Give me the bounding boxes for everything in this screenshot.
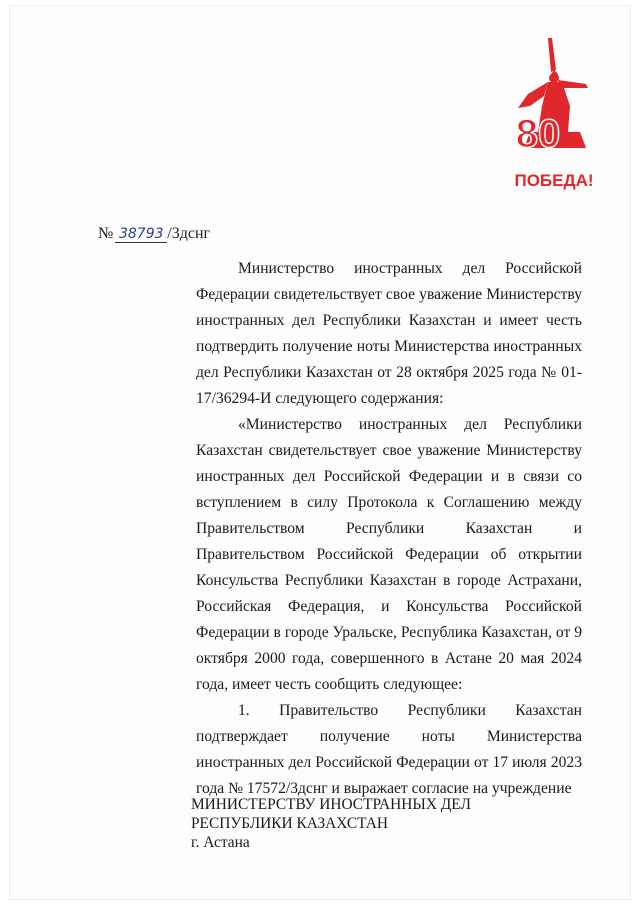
addressee-line-1: МИНИСТЕРСТВУ ИНОСТРАННЫХ ДЕЛ [191, 796, 471, 813]
paragraph-intro: Министерство иностранных дел Российской Федерации свидетельствует свое уважение Министерству иностранных дел Республики Казахстан и имеет честь подтвердить получение ноты Министерства иностранных дел Республики Казахстан от 28 октября 2025 года № 01-17/36294-И следующего содержания: [196, 260, 582, 407]
number-suffix: /3дснг [167, 225, 211, 242]
addressee-block [191, 795, 471, 852]
paragraph-quoted-note: «Министерство иностранных дел Республики Казахстан свидетельствует свое уважение Министерству иностранных дел Российской Федерации и в связи со вступлением в силу Протокола к Соглашению между Правительством Республики Казахстан и Правительством Российской Федерации об открытии Консульства Республики Казахстан в городе Астрахани, Российская Федерация, и Консульства Российской Федерации в городе Уральске, Республика Казахстан, от 9 октября 2000 года, совершенного в Астане 20 мая 2024 года, имеет честь сообщить следующее: [196, 416, 582, 693]
emblem-word: ПОБЕДА! [514, 171, 594, 190]
addressee-city: г. Астана [191, 834, 250, 851]
monument-80-pobeda-icon [508, 36, 600, 192]
emblem-number: 80 [515, 112, 561, 156]
paragraph-item-1: 1. Правительство Республики Казахстан подтверждает получение ноты Министерства иностранных дел Российской Федерации от 17 июля 2023 года № 17572/3дснг и выражает согласие на учреждение [196, 702, 582, 797]
outgoing-number [98, 225, 210, 243]
handwritten-number: 38793 [115, 226, 167, 243]
note-body [196, 256, 582, 802]
emblem-sword [548, 38, 556, 72]
addressee-line-2: РЕСПУБЛИКИ КАЗАХСТАН [191, 815, 388, 832]
number-sign: № [98, 225, 114, 242]
document-page [10, 6, 630, 899]
